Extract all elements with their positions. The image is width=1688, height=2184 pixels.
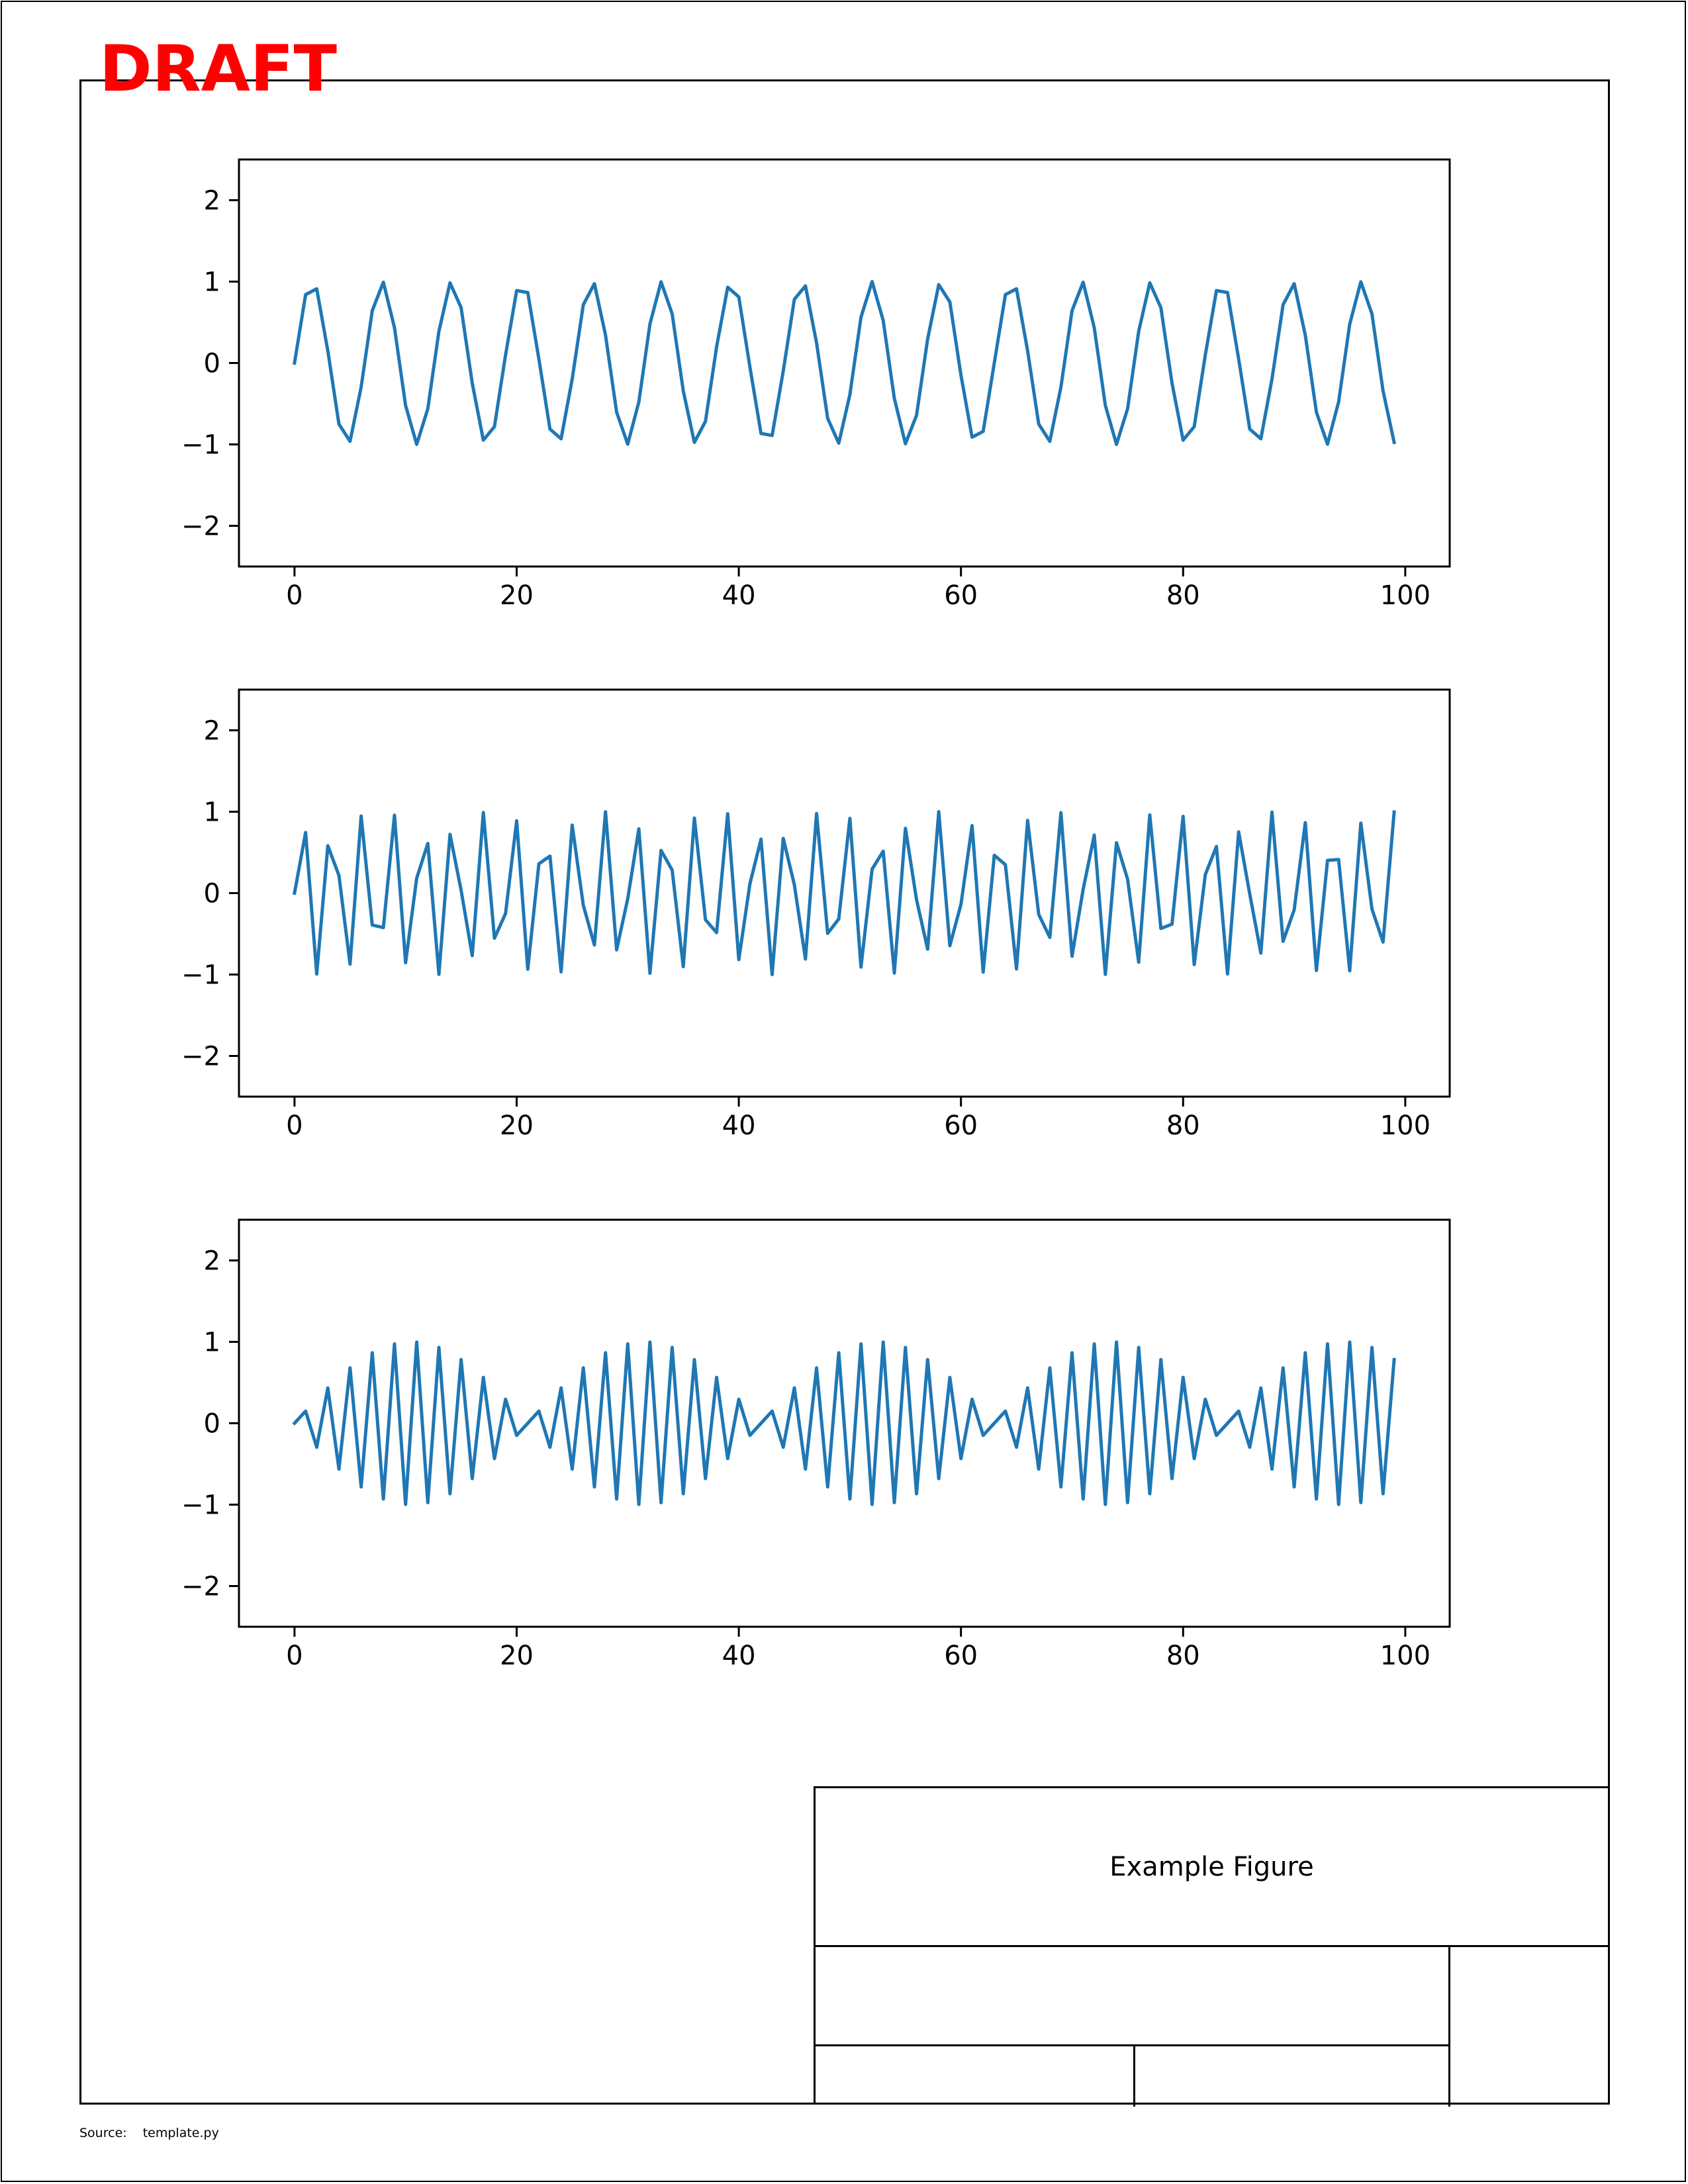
y-tick-label: −2: [181, 1571, 220, 1602]
y-tick-label: 2: [203, 185, 220, 216]
x-tick-label: 40: [722, 1641, 756, 1671]
x-tick-label: 100: [1380, 1641, 1431, 1671]
y-tick-label: 0: [203, 878, 220, 909]
x-tick-label: 80: [1166, 1641, 1200, 1671]
x-tick-label: 0: [286, 1641, 303, 1671]
y-tick-label: −1: [181, 430, 220, 461]
x-tick-label: 80: [1166, 580, 1200, 611]
x-tick-label: 0: [286, 580, 303, 611]
x-tick-label: 40: [722, 1111, 756, 1141]
chart-panel-3: [181, 1220, 1450, 1671]
x-tick-label: 80: [1166, 1111, 1200, 1141]
title-block-divider-vertical-right: [1448, 1947, 1450, 2107]
y-tick-label: 1: [203, 1327, 220, 1358]
x-tick-label: 20: [500, 580, 534, 611]
chart-panel-2: [181, 690, 1450, 1141]
x-tick-label: 40: [722, 580, 756, 611]
series-line: [295, 812, 1394, 975]
y-tick-label: 2: [203, 1246, 220, 1277]
x-tick-label: 0: [286, 1111, 303, 1141]
axes-frame: [239, 690, 1450, 1097]
x-tick-label: 20: [500, 1111, 534, 1141]
axes-frame: [239, 159, 1450, 567]
title-block-title: Example Figure: [816, 1788, 1608, 1947]
x-tick-label: 100: [1380, 1111, 1431, 1141]
series-line: [295, 1342, 1394, 1504]
y-tick-label: 0: [203, 348, 220, 379]
series-line: [295, 282, 1394, 445]
y-tick-label: 1: [203, 797, 220, 828]
x-tick-label: 60: [944, 580, 978, 611]
chart-panel-1: [181, 159, 1450, 611]
x-tick-label: 60: [944, 1111, 978, 1141]
y-tick-label: 2: [203, 715, 220, 747]
y-tick-label: −1: [181, 960, 220, 991]
y-tick-label: −1: [181, 1490, 220, 1521]
title-block: [814, 1786, 1610, 2105]
x-tick-label: 100: [1380, 580, 1431, 611]
source-footer: [79, 2126, 231, 2140]
source-label: Source:: [79, 2126, 127, 2140]
y-tick-label: 1: [203, 267, 220, 298]
y-tick-label: 0: [203, 1408, 220, 1439]
x-tick-label: 20: [500, 1641, 534, 1671]
x-tick-label: 60: [944, 1641, 978, 1671]
y-tick-label: −2: [181, 511, 220, 542]
draft-watermark: DRAFT: [99, 32, 337, 106]
source-value: template.py: [142, 2126, 219, 2140]
title-block-divider-vertical-middle: [1133, 2044, 1135, 2107]
y-tick-label: −2: [181, 1041, 220, 1072]
